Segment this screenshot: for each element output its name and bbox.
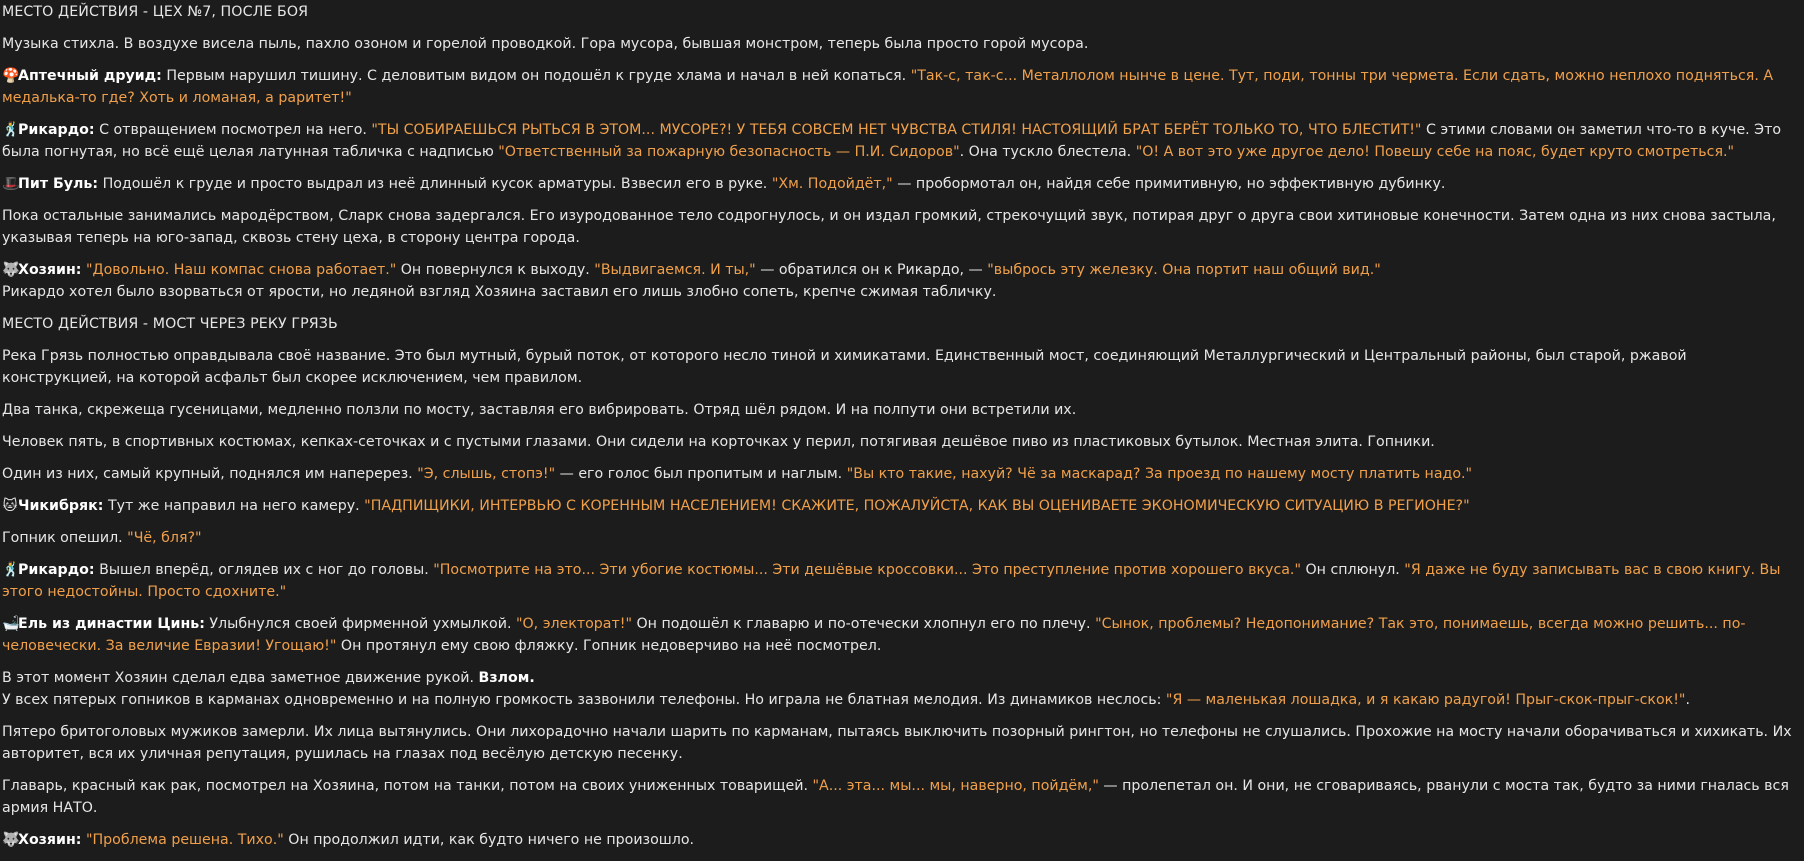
dialogue-quote: "выбрось эту железку. Она портит наш общий вид." xyxy=(987,262,1381,278)
narration-text: — пролепетал он. И они, не сговариваясь, рванули с моста так, будто за ними гналась вся армия НАТО. xyxy=(2,778,1789,816)
narration-text: Он сплюнул. xyxy=(1300,562,1405,578)
narration-text: Он продолжил идти, как будто ничего не произошло. xyxy=(283,832,695,848)
story-paragraph xyxy=(2,775,1800,819)
narration-text: Он протянул ему свою фляжку. Гопник недоверчиво на неё посмотрел. xyxy=(336,638,882,654)
dialogue-quote: "О, электорат!" xyxy=(515,616,632,632)
dialogue-quote: "Я — маленькая лошадка, и я какаю радугой! Прыг-скок-прыг-скок!" xyxy=(1165,692,1686,708)
story-paragraph xyxy=(2,205,1800,249)
dialogue-quote: "ПАДПИЩИКИ, ИНТЕРВЬЮ С КОРЕННЫМ НАСЕЛЕНИЕМ! СКАЖИТЕ, ПОЖАЛУЙСТА, КАК ВЫ ОЦЕНИВАЕТЕ ЭКОНОМИЧЕСКУЮ СИТУАЦИЮ В РЕГИОНЕ?" xyxy=(364,498,1470,514)
narration-text: . Она тускло блестела. xyxy=(959,144,1136,160)
dancer-icon: 🕺 xyxy=(2,122,20,138)
story-paragraph xyxy=(2,173,1800,195)
dialogue-quote: "О! А вот это уже другое дело! Повешу себе на пояс, будет круто смотреться." xyxy=(1135,144,1735,160)
story-paragraph xyxy=(2,613,1800,657)
narration-text: Он повернулся к выходу. xyxy=(396,262,595,278)
narration-text: Главарь, красный как рак, посмотрел на Хозяина, потом на танки, потом на своих униженных товарищей. xyxy=(2,778,813,794)
narration-text: Пятеро бритоголовых мужиков замерли. Их лица вытянулись. Они лихорадочно начали шарить по карманам, пытаясь выключить позорный рингтон, но телефоны не слушались. Прохожие на мосту начали оборачиваться и хихикать. Их авторитет, вся их уличная репутация, рушилась на глазах под весёлую детскую песенку. xyxy=(2,724,1792,762)
dialogue-quote: "Выдвигаемся. И ты," xyxy=(594,262,756,278)
dialogue-quote: "Проблема решена. Тихо." xyxy=(85,832,284,848)
speaker-name: Аптечный друид: xyxy=(18,68,162,84)
speaker-name: Рикардо: xyxy=(18,562,95,578)
story-paragraph xyxy=(2,527,1800,549)
bold-text: Взлом. xyxy=(478,670,535,686)
narration-text: . xyxy=(1685,692,1690,708)
story-paragraph xyxy=(2,829,1800,851)
narration-text: С этими словами он заметил что-то в куче. Это была погнутая, но всё ещё целая латунная табличка с надписью xyxy=(2,122,1782,160)
story-paragraph xyxy=(2,33,1800,55)
bathtub-icon: 🛁 xyxy=(2,616,20,632)
story-paragraph xyxy=(2,399,1800,421)
dialogue-quote: "Ответственный за пожарную безопасность — П.И. Сидоров" xyxy=(498,144,960,160)
story-paragraph xyxy=(2,259,1800,281)
narration-text: Один из них, самый крупный, поднялся им наперерез. xyxy=(2,466,418,482)
narration-text: Рикардо хотел было взорваться от ярости, но ледяной взгляд Хозяина заставил его лишь злобно сопеть, крепче сжимая табличку. xyxy=(2,284,997,300)
mushroom-icon: 🍄 xyxy=(2,68,20,84)
narration-text: Река Грязь полностью оправдывала своё название. Это был мутный, бурый поток, от которого несло тиной и химикатами. Единственный мост, соединяющий Металлургический и Центральный районы, был старой, ржавой конструкцией, на которой асфальт был скорее исключением, чем правилом. xyxy=(2,348,1687,386)
narration-text: — обратился он к Рикардо, — xyxy=(755,262,988,278)
dialogue-quote: "Чё, бля?" xyxy=(127,530,202,546)
narration-text: Тут же направил на него камеру. xyxy=(103,498,365,514)
story-paragraph xyxy=(2,559,1800,603)
narration-text: — пробормотал он, найдя себе примитивную, но эффективную дубинку. xyxy=(892,176,1446,192)
top-hat-icon: 🎩 xyxy=(2,176,20,192)
dialogue-quote: "Сынок, проблемы? Недопонимание? Так это, понимаешь, всегда можно решить... по-человечески. За величие Евразии! Угощаю!" xyxy=(2,616,1746,654)
narration-text: — его голос был пропитым и наглым. xyxy=(555,466,847,482)
dialogue-quote: "Хм. Подойдёт," xyxy=(771,176,893,192)
scene-heading xyxy=(2,313,1800,335)
dialogue-quote: "Так-с, так-с... Металлолом нынче в цене. Тут, поди, тонны три чермета. Если сдать, можно неплохо подняться. А медалька-то где? Хоть и ломаная, а раритет!" xyxy=(2,68,1774,106)
story-paragraph xyxy=(2,721,1800,765)
speaker-name: Пит Буль: xyxy=(18,176,99,192)
story-log xyxy=(2,1,1800,861)
dialogue-quote: "Довольно. Наш компас снова работает." xyxy=(85,262,397,278)
narration-text: МЕСТО ДЕЙСТВИЯ - МОСТ ЧЕРЕЗ РЕКУ ГРЯЗЬ xyxy=(2,316,338,332)
story-paragraph xyxy=(2,345,1800,389)
narration-text: С отвращением посмотрел на него. xyxy=(94,122,372,138)
narration-text: У всех пятерых гопников в карманах одновременно и на полную громкость зазвонили телефоны. Но играла не блатная мелодия. Из динамиков неслось: xyxy=(2,692,1166,708)
wolf-icon: 🐺 xyxy=(2,262,20,278)
narration-text: Первым нарушил тишину. С деловитым видом он подошёл к груде хлама и начал в ней копаться. xyxy=(161,68,911,84)
dancer-icon: 🕺 xyxy=(2,562,20,578)
narration-text: Гопник опешил. xyxy=(2,530,128,546)
speaker-name: Хозяин: xyxy=(18,832,82,848)
speaker-name: Чикибряк: xyxy=(18,498,104,514)
story-paragraph xyxy=(2,463,1800,485)
narration-text: В этот момент Хозяин сделал едва заметное движение рукой. xyxy=(2,670,479,686)
story-paragraph xyxy=(2,119,1800,163)
narration-text: Вышел вперёд, оглядев их с ног до головы. xyxy=(94,562,434,578)
dialogue-quote: "Вы кто такие, нахуй? Чё за маскарад? За проезд по нашему мосту платить надо." xyxy=(846,466,1473,482)
dialogue-quote: "А... эта... мы... мы, наверно, пойдём," xyxy=(812,778,1099,794)
dialogue-quote: "ТЫ СОБИРАЕШЬСЯ РЫТЬСЯ В ЭТОМ... МУСОРЕ?! У ТЕБЯ СОВСЕМ НЕТ ЧУВСТВА СТИЛЯ! НАСТОЯЩИЙ БРАТ БЕРЁТ ТОЛЬКО ТО, ЧТО БЛЕСТИТ!" xyxy=(371,122,1422,138)
narration-text: Улыбнулся своей фирменной ухмылкой. xyxy=(204,616,516,632)
cat-icon: 🐱 xyxy=(2,498,18,514)
story-paragraph xyxy=(2,281,1800,303)
narration-text: Он подошёл к главарю и по-отечески хлопнул его по плечу. xyxy=(631,616,1096,632)
scene-heading xyxy=(2,1,1800,23)
narration-text: Человек пять, в спортивных костюмах, кепках-сеточках и с пустыми глазами. Они сидели на корточках у перил, потягивая дешёвое пиво из пластиковых бутылок. Местная элита. Гопники. xyxy=(2,434,1435,450)
story-paragraph xyxy=(2,495,1800,517)
speaker-name: Хозяин: xyxy=(18,262,82,278)
speaker-name: Рикардо: xyxy=(18,122,95,138)
narration-text: МЕСТО ДЕЙСТВИЯ - ЦЕХ №7, ПОСЛЕ БОЯ xyxy=(2,4,309,20)
dialogue-quote: "Я даже не буду записывать вас в свою книгу. Вы этого недостойны. Просто сдохните." xyxy=(2,562,1781,600)
story-paragraph xyxy=(2,667,1800,689)
speaker-name: Ель из династии Цинь: xyxy=(18,616,205,632)
narration-text: Два танка, скрежеща гусеницами, медленно ползли по мосту, заставляя его вибрировать. Отряд шёл рядом. И на полпути они встретили их. xyxy=(2,402,1077,418)
story-paragraph xyxy=(2,65,1800,109)
narration-text: Пока остальные занимались мародёрством, Сларк снова задергался. Его изуродованное тело содрогнулось, и он издал громкий, стрекочущий звук, потирая друг о друга свои хитиновые конечности. Затем одна из них снова застыла, указывая теперь на юго-запад, сквозь стену цеха, в сторону центра города. xyxy=(2,208,1776,246)
narration-text: Подошёл к груде и просто выдрал из неё длинный кусок арматуры. Взвесил его в руке. xyxy=(98,176,772,192)
dialogue-quote: "Э, слышь, стопэ!" xyxy=(417,466,556,482)
dialogue-quote: "Посмотрите на это... Эти убогие костюмы... Эти дешёвые кроссовки... Это преступление против хорошего вкуса." xyxy=(433,562,1301,578)
narration-text: Музыка стихла. В воздухе висела пыль, пахло озоном и горелой проводкой. Гора мусора, бывшая монстром, теперь была просто горой мусора. xyxy=(2,36,1089,52)
story-paragraph xyxy=(2,431,1800,453)
wolf-icon: 🐺 xyxy=(2,832,20,848)
story-paragraph xyxy=(2,689,1800,711)
